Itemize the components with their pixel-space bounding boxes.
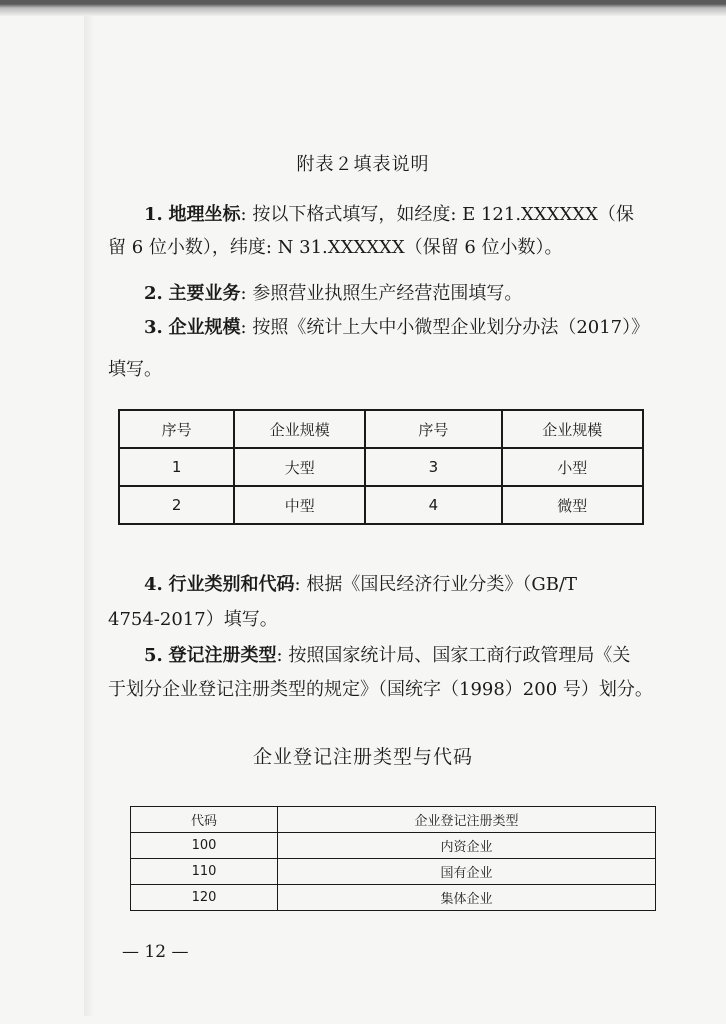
registration-table-title: 企业登记注册类型与代码 xyxy=(252,746,473,768)
table-row xyxy=(119,486,643,524)
item-1-number: 1. xyxy=(144,204,163,225)
item-4-number: 4. xyxy=(144,574,163,595)
item-4-text-1: : 根据《国民经济行业分类》（GB/T xyxy=(294,574,577,595)
page-title: 附表２填表说明 xyxy=(296,154,430,175)
table-header-cell: 企业登记注册类型 xyxy=(278,807,656,833)
item-3-line-2 xyxy=(108,360,668,380)
table-row xyxy=(131,885,656,911)
item-4-line-1 xyxy=(108,575,668,595)
item-3-text-2: 填写。 xyxy=(108,359,162,380)
table-header-cell: 代码 xyxy=(131,807,278,833)
table-cell: 2 xyxy=(119,486,234,524)
table-cell: 内资企业 xyxy=(278,833,656,859)
table-cell: 1 xyxy=(119,448,234,486)
item-1-heading: 地理坐标 xyxy=(168,204,241,225)
table-row xyxy=(131,859,656,885)
item-4-text-2: 4754-2017）填写。 xyxy=(108,609,278,630)
table-header-cell: 企业规模 xyxy=(234,410,365,448)
item-2-line-1 xyxy=(108,284,668,304)
item-4-heading: 行业类别和代码 xyxy=(168,574,295,595)
table-header-row xyxy=(131,807,656,833)
item-1-line-2 xyxy=(108,238,668,258)
item-1-line-1 xyxy=(108,205,668,225)
table-cell: 大型 xyxy=(234,448,365,486)
item-2-number: 2. xyxy=(144,283,163,304)
item-2-text-1: : 参照营业执照生产经营范围填写。 xyxy=(240,283,523,304)
item-5-text-2: 于划分企业登记注册类型的规定》（国统字（1998）200 号）划分。 xyxy=(108,679,653,700)
registration-type-table xyxy=(130,806,656,911)
item-3-number: 3. xyxy=(144,317,163,338)
item-3-heading: 企业规模 xyxy=(168,317,241,338)
item-2-heading: 主要业务 xyxy=(168,283,241,304)
table-cell: 120 xyxy=(131,885,278,911)
table-cell: 中型 xyxy=(234,486,365,524)
table-header-row xyxy=(119,410,643,448)
scan-top-edge xyxy=(0,0,726,16)
item-1-text-1: : 按以下格式填写，如经度: E 121.XXXXXX（保 xyxy=(240,204,634,225)
table-cell: 110 xyxy=(131,859,278,885)
item-3-line-1 xyxy=(108,318,668,338)
table-cell: 100 xyxy=(131,833,278,859)
table-cell: 国有企业 xyxy=(278,859,656,885)
item-4-line-2 xyxy=(108,610,668,630)
table-cell: 集体企业 xyxy=(278,885,656,911)
item-3-text-1: : 按照《统计上大中小微型企业划分办法（2017）》 xyxy=(240,317,650,338)
table-header-cell: 序号 xyxy=(119,410,234,448)
item-5-heading: 登记注册类型 xyxy=(168,645,277,666)
table-cell: 3 xyxy=(365,448,501,486)
item-1-text-2: 留 6 位小数），纬度: N 31.XXXXXX（保留 6 位小数）。 xyxy=(108,237,563,258)
item-5-line-2 xyxy=(108,680,668,700)
table-cell: 微型 xyxy=(502,486,644,524)
table-header-cell: 企业规模 xyxy=(502,410,644,448)
table-row xyxy=(131,833,656,859)
table-cell: 4 xyxy=(365,486,501,524)
item-5-number: 5. xyxy=(144,645,163,666)
page-number: — 12 — xyxy=(122,942,189,962)
table-header-cell: 序号 xyxy=(365,410,501,448)
enterprise-scale-table xyxy=(118,409,644,525)
table-row xyxy=(119,448,643,486)
item-5-text-1: : 按照国家统计局、国家工商行政管理局《关 xyxy=(276,645,631,666)
table-cell: 小型 xyxy=(502,448,644,486)
item-5-line-1 xyxy=(108,646,668,666)
